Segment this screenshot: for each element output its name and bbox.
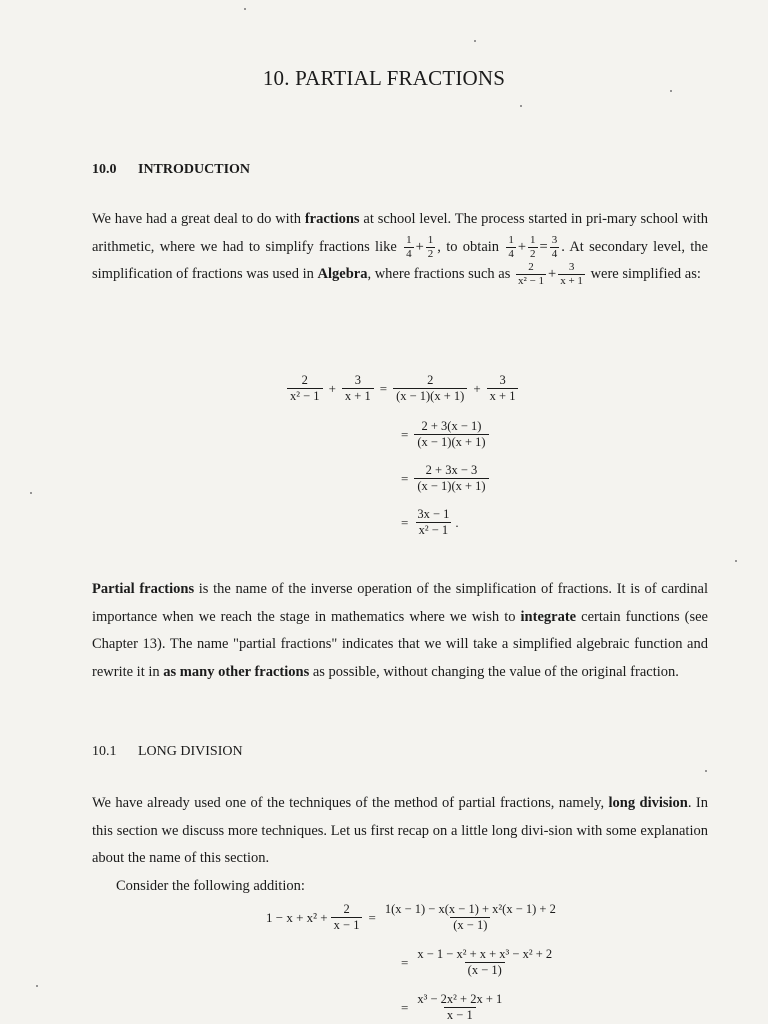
addition-line-3: [398, 993, 508, 1022]
fraction: [404, 235, 414, 260]
numerator: 2: [301, 373, 308, 387]
chapter-title: 10. PARTIAL FRACTIONS: [262, 66, 506, 90]
denominator: x + 1: [487, 388, 519, 403]
operator: +: [548, 266, 557, 282]
bold-term: long division: [608, 795, 688, 811]
punctuation: ,: [437, 238, 441, 255]
section-number: 10.0: [92, 162, 117, 177]
denominator: (x − 1): [450, 917, 490, 932]
fraction: [558, 262, 585, 287]
numerator: 1: [530, 233, 536, 246]
denominator: 4: [508, 247, 514, 260]
operator: =: [379, 380, 388, 396]
numerator: x³ − 2x² + 2x + 1: [417, 992, 503, 1006]
numerator: 2: [343, 902, 350, 916]
numerator: 1: [508, 233, 514, 246]
scan-speck: [735, 560, 737, 562]
section-heading-long-division: [92, 744, 243, 760]
bold-term: Algebra: [317, 266, 368, 282]
intro-paragraph: [92, 206, 708, 289]
text-run: We have already used one of the techniques of the method of partial fractions, namely,: [92, 795, 609, 811]
operator: =: [401, 426, 409, 442]
denominator: x + 1: [560, 275, 583, 288]
denominator: (x − 1)(x + 1): [414, 434, 488, 449]
fraction: [487, 374, 519, 403]
fraction: [414, 993, 505, 1022]
derivation-line-3: [398, 464, 492, 493]
scan-speck: [36, 985, 38, 987]
section-name: INTRODUCTION: [138, 162, 251, 177]
fraction: [287, 374, 323, 403]
operator: +: [517, 238, 527, 255]
denominator: 4: [406, 247, 412, 260]
numerator: 1: [427, 233, 434, 246]
fraction: [414, 508, 452, 537]
consider-line: Consider the following addition:: [116, 878, 305, 894]
denominator: (x − 1)(x + 1): [393, 388, 467, 403]
bold-term: integrate: [520, 608, 577, 625]
text-run: . In this section we discuss more techniques. Let us first recap on a little long divi-sion with some explanation about the name of this section.: [92, 795, 708, 866]
partial-fractions-paragraph: [92, 576, 708, 686]
denominator: x² − 1: [518, 275, 545, 288]
derivation-line-1: [284, 374, 521, 403]
text-run: were simplified as:: [586, 266, 701, 282]
fraction: [382, 903, 559, 932]
punctuation: .: [561, 238, 565, 255]
addition-line-1: [266, 903, 562, 932]
denominator: x² − 1: [416, 522, 452, 537]
operator: =: [368, 909, 376, 925]
operator: =: [401, 954, 409, 970]
scan-speck: [244, 8, 246, 10]
punctuation: .: [455, 514, 459, 530]
denominator: 2: [530, 247, 536, 260]
operator: =: [539, 238, 548, 255]
denominator: 4: [551, 247, 558, 260]
denominator: (x − 1)(x + 1): [414, 478, 488, 493]
numerator: x − 1 − x² + x + x³ − x² + 2: [417, 947, 553, 961]
bold-term: as many other fractions: [163, 663, 310, 680]
text-run: is the name of the inverse operation of the simplification of fractions. It is of cardinal importance when we reach the stage in mathematics where we wish to: [92, 581, 708, 625]
numerator: 3: [499, 373, 506, 387]
fraction: [414, 464, 488, 493]
numerator: 3: [551, 233, 558, 246]
fraction: [506, 235, 516, 260]
text-run: , where fractions such as: [367, 266, 515, 282]
addition-line-2: [398, 948, 558, 977]
text-run: certain functions (see Chapter 13). The name "partial fractions" indicates that we will take a simplified algebraic function and rewrite it in: [92, 608, 708, 680]
denominator: x + 1: [342, 388, 374, 403]
bold-term: Partial fractions: [92, 581, 195, 597]
numerator: 1: [406, 233, 412, 246]
numerator: 2 + 3x − 3: [425, 463, 478, 477]
fraction: [426, 235, 436, 260]
numerator: 3: [354, 373, 361, 387]
fraction: [342, 374, 374, 403]
section-heading-introduction: [92, 162, 250, 178]
numerator: 2: [528, 261, 534, 274]
scan-speck: [705, 770, 707, 772]
bold-term: fractions: [304, 211, 360, 227]
derivation-line-2: [398, 420, 492, 449]
numerator: 3: [568, 261, 575, 274]
scan-speck: [670, 90, 672, 92]
operator: +: [473, 380, 481, 396]
long-division-paragraph: [92, 790, 708, 873]
scan-speck: [520, 105, 522, 107]
fraction: [516, 262, 546, 287]
operator: +: [415, 238, 424, 255]
denominator: x − 1: [444, 1007, 476, 1022]
numerator: 2 + 3(x − 1): [421, 419, 482, 433]
expression: 1 − x + x² +: [266, 909, 328, 925]
fraction: [414, 420, 488, 449]
text-run: At secondary level, the simplification of fractions was used in: [92, 238, 708, 282]
numerator: 2: [427, 373, 434, 387]
fraction: [528, 235, 538, 260]
numerator: 3x − 1: [417, 507, 450, 521]
scan-speck: [30, 492, 32, 494]
operator: =: [401, 514, 409, 530]
text-run: We have had a great deal to do with: [92, 211, 305, 227]
fraction: [331, 903, 363, 932]
text-run: as possible, without changing the value of the original fraction.: [309, 663, 679, 680]
fraction: [414, 948, 555, 977]
text-run: at school level. The process started in pri-mary school with arithmetic, where we had to simplify fractions like: [92, 211, 709, 255]
text-run: to obtain: [440, 238, 505, 255]
scan-speck: [474, 40, 476, 42]
section-name: LONG DIVISION: [138, 744, 243, 759]
section-number: 10.1: [92, 744, 117, 759]
operator: =: [401, 999, 409, 1015]
operator: =: [401, 470, 409, 486]
denominator: x² − 1: [287, 388, 323, 403]
fraction: [393, 374, 467, 403]
fraction: [550, 235, 560, 260]
denominator: (x − 1): [465, 962, 505, 977]
denominator: x − 1: [331, 917, 363, 932]
numerator: 1(x − 1) − x(x − 1) + x²(x − 1) + 2: [384, 902, 556, 916]
derivation-line-4: [398, 508, 459, 537]
operator: +: [328, 380, 336, 396]
denominator: 2: [427, 247, 434, 260]
